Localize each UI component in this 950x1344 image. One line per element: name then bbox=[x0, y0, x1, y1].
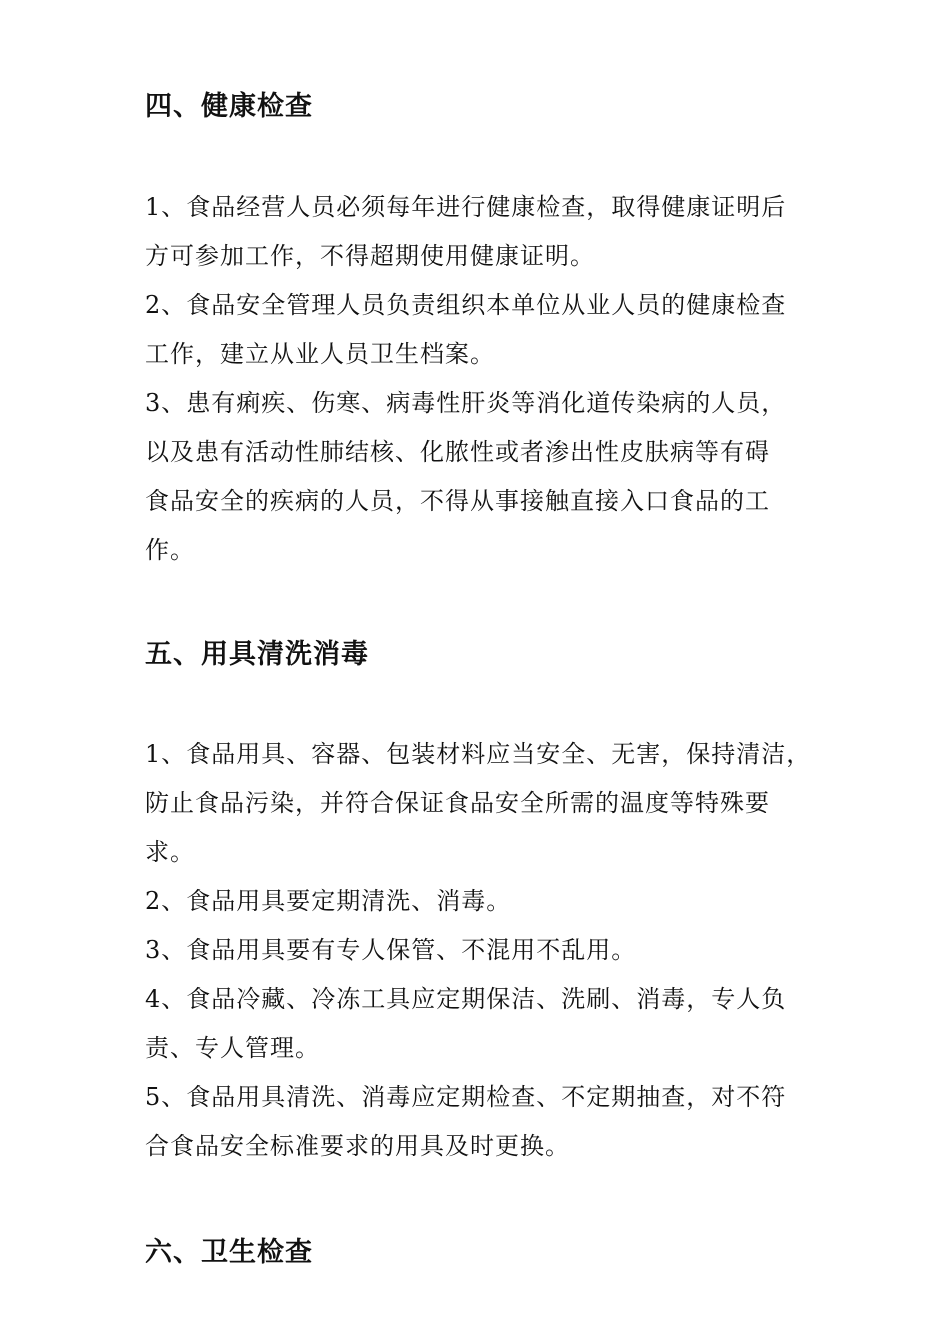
paragraph-line: 作。 bbox=[145, 536, 195, 564]
paragraph-line: 3、食品用具要有专人保管、不混用不乱用。 bbox=[145, 936, 637, 964]
paragraph-line: 食品安全的疾病的人员，不得从事接触直接入口食品的工 bbox=[145, 487, 770, 515]
paragraph-line: 1、食品经营人员必须每年进行健康检查，取得健康证明后 bbox=[145, 193, 787, 221]
paragraph-line: 工作，建立从业人员卫生档案。 bbox=[145, 340, 495, 368]
paragraph-line: 责、专人管理。 bbox=[145, 1034, 320, 1062]
paragraph-line: 3、患有痢疾、伤寒、病毒性肝炎等消化道传染病的人员， bbox=[145, 389, 787, 417]
section-heading-health-check: 四、健康检查 bbox=[145, 91, 313, 122]
list-item bbox=[145, 281, 815, 379]
list-item bbox=[145, 1073, 815, 1171]
paragraph-line: 方可参加工作，不得超期使用健康证明。 bbox=[145, 242, 595, 270]
paragraph-line: 合食品安全标准要求的用具及时更换。 bbox=[145, 1132, 570, 1160]
list-item bbox=[145, 926, 815, 975]
list-item bbox=[145, 183, 815, 281]
paragraph-line: 以及患有活动性肺结核、化脓性或者渗出性皮肤病等有碍 bbox=[145, 438, 770, 466]
paragraph-line: 2、食品安全管理人员负责组织本单位从业人员的健康检查 bbox=[145, 291, 787, 319]
paragraph-line: 2、食品用具要定期清洗、消毒。 bbox=[145, 887, 512, 915]
list-item bbox=[145, 730, 815, 877]
paragraph-line: 1、食品用具、容器、包装材料应当安全、无害，保持清洁， bbox=[145, 740, 812, 768]
paragraph-line: 4、食品冷藏、冷冻工具应定期保洁、洗刷、消毒，专人负 bbox=[145, 985, 787, 1013]
section-heading-utensil-cleaning: 五、用具清洗消毒 bbox=[145, 639, 369, 670]
list-item bbox=[145, 379, 815, 575]
paragraph-line: 防止食品污染，并符合保证食品安全所需的温度等特殊要 bbox=[145, 789, 770, 817]
list-item bbox=[145, 877, 815, 926]
list-item bbox=[145, 975, 815, 1073]
section-heading-hygiene-inspection: 六、卫生检查 bbox=[145, 1237, 313, 1268]
paragraph-line: 求。 bbox=[145, 838, 195, 866]
paragraph-line: 5、食品用具清洗、消毒应定期检查、不定期抽查，对不符 bbox=[145, 1083, 787, 1111]
